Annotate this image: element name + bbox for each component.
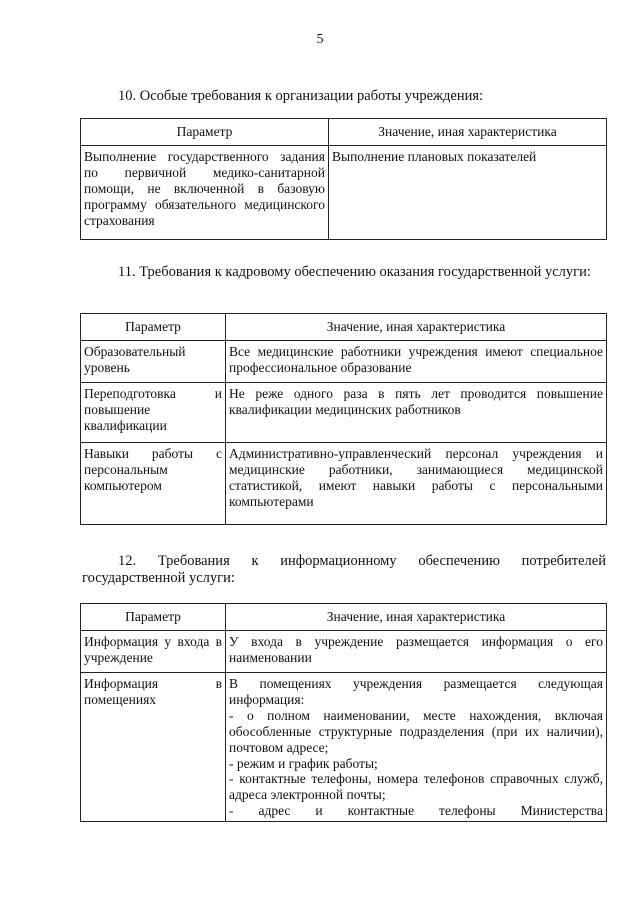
section-11-table	[80, 313, 607, 525]
param-cell: Навыки работы с персональным компьютером	[81, 442, 226, 524]
section-11-heading: 11. Требования к кадровому обеспечению оказания государственной услуги:	[118, 264, 591, 280]
column-header-value: Значение, иная характеристика	[226, 314, 607, 341]
column-header-parameter: Параметр	[81, 314, 226, 341]
value-cell: Не реже одного раза в пять лет проводится повышение квалификации медицинских работников	[226, 382, 607, 442]
param-cell: Выполнение государственного задания по первичной медико-санитарной помощи, не включенной в базовую программу обязательного медицинского страхования	[81, 145, 329, 239]
table-header-row	[81, 604, 607, 631]
table-row	[81, 630, 607, 672]
info-line: - о полном наименовании, месте нахождения, включая обособленные структурные подразделения (при их наличии), почтовом адресе;	[229, 707, 603, 755]
table-header-row	[81, 314, 607, 341]
section-10-table	[80, 118, 607, 240]
column-header-value: Значение, иная характеристика	[329, 119, 607, 146]
table-row	[81, 340, 607, 382]
section-12-table	[80, 603, 607, 822]
value-cell: У входа в учреждение размещается информация о его наименовании	[226, 630, 607, 672]
param-cell: Информация в помещениях	[81, 672, 226, 821]
table-row	[81, 145, 607, 239]
value-cell: Административно-управленческий персонал учреждения и медицинские работники, занимающиеся медицинской статистикой, имеют навыки работы с персональными компьютерами	[226, 442, 607, 524]
value-cell	[226, 672, 607, 821]
info-line: - контактные телефоны, номера телефонов справочных служб, адреса электронной почты;	[229, 771, 603, 803]
table-header-row	[81, 119, 607, 146]
table-row	[81, 442, 607, 524]
column-header-value: Значение, иная характеристика	[226, 604, 607, 631]
table-row	[81, 672, 607, 821]
info-line: В помещениях учреждения размещается следующая информация:	[229, 675, 603, 707]
page-number: 5	[316, 32, 324, 47]
param-cell: Образовательный уровень	[81, 340, 226, 382]
value-cell: Выполнение плановых показателей	[329, 145, 607, 239]
param-cell: Информация у входа в учреждение	[81, 630, 226, 672]
param-cell: Переподготовка и повышение квалификации	[81, 382, 226, 442]
section-10-heading: 10. Особые требования к организации работы учреждения:	[118, 88, 484, 104]
info-line: - адрес и контактные телефоны Министерства	[229, 803, 603, 819]
value-cell: Все медицинские работники учреждения имеют специальное профессиональное образование	[226, 340, 607, 382]
info-line: - режим и график работы;	[229, 755, 378, 771]
column-header-parameter: Параметр	[81, 119, 329, 146]
table-row	[81, 382, 607, 442]
column-header-parameter: Параметр	[81, 604, 226, 631]
section-12-heading: 12. Требования к информационному обеспечению потребителей государственной услуги:	[82, 553, 606, 586]
